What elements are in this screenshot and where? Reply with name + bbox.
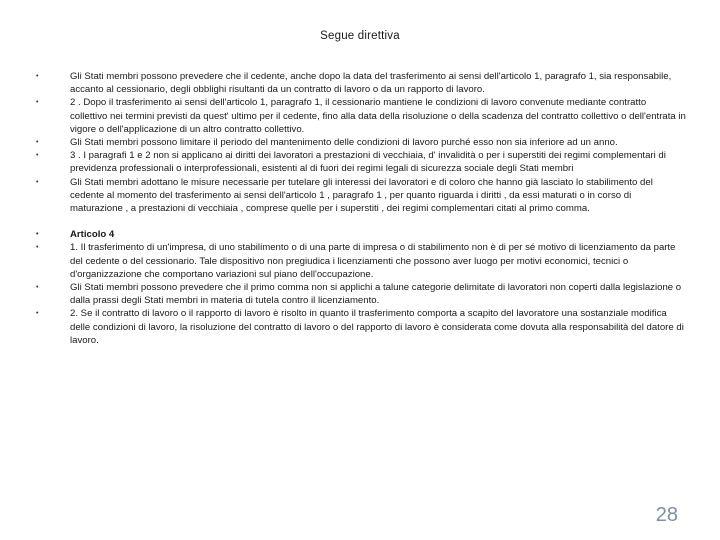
bullet-item: • Gli Stati membri possono limitare il periodo del mantenimento delle condizioni di lavoro purché esso non sia inferiore ad un anno.: [36, 136, 686, 149]
bullet-item: • Gli Stati membri adottano le misure necessarie per tutelare gli interessi dei lavoratori e di coloro che hanno già lasciato lo stabilimento del cedente al momento del trasferimento ai sensi dell'articolo 1 , paragrafo 1 , per quanto riguarda i diritti , da essi maturati o in corso di maturazione , a prestazioni di vecchiaia , comprese quelle per i superstiti , dei regimi complementari citati al primo comma.: [36, 176, 686, 216]
bullet-item: • 3 . I paragrafi 1 e 2 non si applicano ai diritti dei lavoratori a prestazioni di vecchiaia, d' invalidità o per i superstiti dei regimi complementari di previdenza professionali o interprofessionali, esistenti al di fuori dei regimi legali di sicurezza sociale degli Stati membri: [36, 149, 686, 175]
bullet-list: [36, 70, 686, 347]
slide-title: Segue direttiva: [320, 30, 400, 42]
article-heading: • Articolo 4: [36, 228, 686, 241]
bullet-item: • 2. Se il contratto di lavoro o il rapporto di lavoro è risolto in quanto il trasferimento comporta a scapito del lavoratore una sostanziale modifica delle condizioni di lavoro, la risoluzione del contratto di lavoro o del rapporto di lavoro è considerata come dovuta alla responsabilità del datore di lavoro.: [36, 307, 686, 347]
bullet-item: • Gli Stati membri possono prevedere che il primo comma non si applichi a talune categorie delimitate di lavoratori non coperti dalla legislazione o dalla prassi degli Stati membri in materia di tutela contro il licenziamento.: [36, 281, 686, 307]
bullet-item: • Gli Stati membri possono prevedere che il cedente, anche dopo la data del trasferimento ai sensi dell'articolo 1, paragrafo 1, sia responsabile, accanto al cessionario, degli obblighi risultanti da un contratto di lavoro o da un rapporto di lavoro.: [36, 70, 686, 96]
bullet-item: • 1. Il trasferimento di un'impresa, di uno stabilimento o di una parte di impresa o di stabilimento non è di per sé motivo di licenziamento da parte del cedente o del cessionario. Tale dispositivo non pregiudica i licenziamenti che possono aver luogo per motivi economici, tecnici o d'organizzazione che comportano variazioni sul piano dell'occupazione.: [36, 241, 686, 281]
page-number: 28: [655, 504, 678, 526]
bullet-item: • 2 . Dopo il trasferimento ai sensi dell'articolo 1, paragrafo 1, il cessionario mantiene le condizioni di lavoro convenute mediante contratto collettivo nei termini previsti da quest' ultimo per il cedente, fino alla data della risoluzione o della scadenza del contratto collettivo o dell'entrata in vigore o dell'applicazione di un altro contratto collettivo.: [36, 96, 686, 136]
